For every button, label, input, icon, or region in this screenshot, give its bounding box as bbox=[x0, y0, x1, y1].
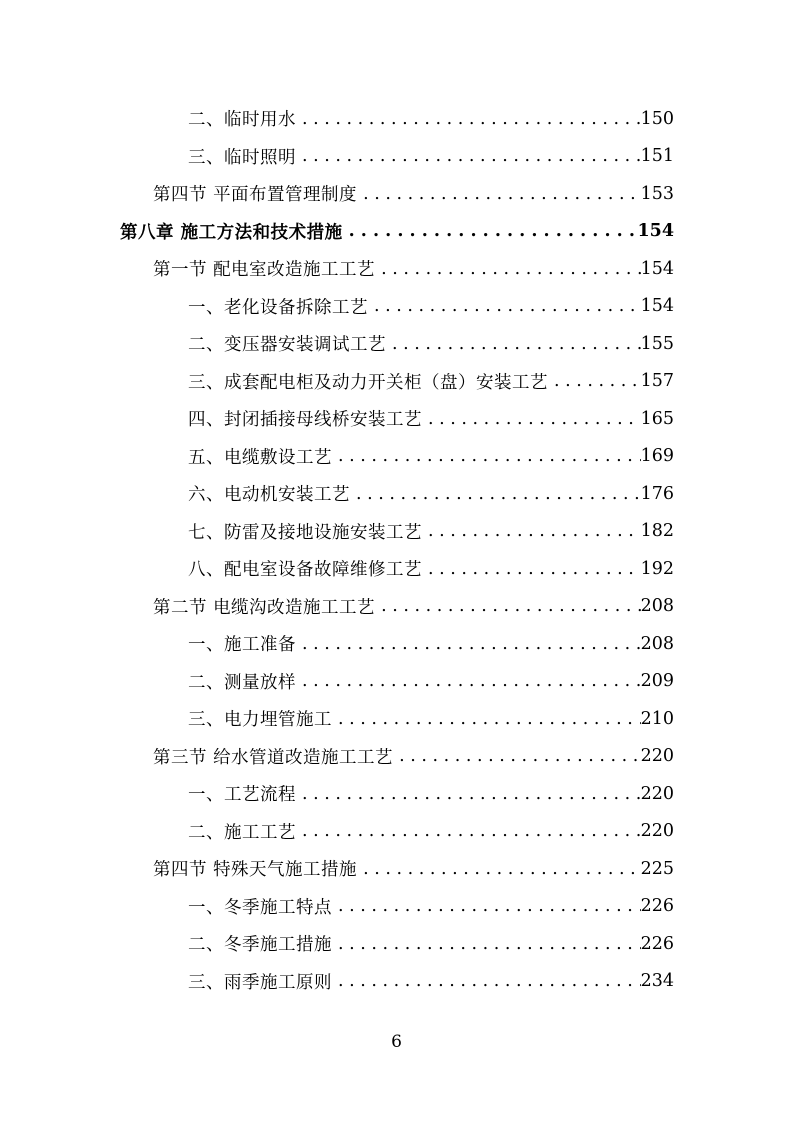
toc-entry-title: 一、施工准备 bbox=[188, 635, 296, 655]
toc-entry-title: 二、施工工艺 bbox=[188, 822, 296, 843]
toc-entry-page: 155 bbox=[640, 333, 674, 354]
toc-entry-title: 七、防雷及接地设施安装工艺 bbox=[188, 522, 422, 543]
toc-entry-title: 三、临时照明 bbox=[188, 147, 296, 168]
toc-entry[interactable] bbox=[153, 850, 674, 887]
toc-entry[interactable] bbox=[188, 325, 674, 362]
toc-entry-title: 第一节 配电室改造施工工艺 bbox=[153, 260, 376, 280]
toc-entry-page: 169 bbox=[640, 446, 674, 466]
toc-entry-page: 208 bbox=[640, 596, 674, 616]
toc-leader-dots bbox=[422, 409, 641, 429]
toc-leader-dots bbox=[296, 109, 641, 129]
toc-entry-title: 一、老化设备拆除工艺 bbox=[188, 297, 368, 318]
toc-entry-page: 153 bbox=[640, 183, 674, 204]
toc-entry-title: 第八章 施工方法和技术措施 bbox=[120, 222, 343, 243]
toc-entry[interactable] bbox=[188, 513, 674, 550]
toc-leader-dots bbox=[350, 484, 641, 504]
toc-leader-dots bbox=[296, 671, 641, 691]
toc-entry-title: 第三节 给水管道改造施工工艺 bbox=[153, 747, 394, 768]
toc-entry[interactable] bbox=[188, 288, 674, 325]
toc-entry-page: 182 bbox=[640, 521, 674, 541]
toc-leader-dots bbox=[332, 709, 641, 729]
toc-entry-page: 220 bbox=[640, 746, 674, 766]
toc-entry[interactable] bbox=[153, 250, 674, 287]
toc-entry-page: 154 bbox=[640, 296, 674, 316]
toc-entry[interactable] bbox=[188, 700, 674, 737]
toc-entry[interactable] bbox=[188, 138, 674, 175]
toc-leader-dots bbox=[296, 146, 641, 166]
toc-leader-dots bbox=[386, 334, 641, 354]
toc-entry-page: 157 bbox=[640, 371, 674, 391]
toc-entry-title: 一、冬季施工特点 bbox=[188, 897, 332, 918]
toc-entry-title: 一、工艺流程 bbox=[188, 785, 296, 805]
toc-leader-dots bbox=[422, 559, 641, 579]
toc-leader-dots bbox=[332, 971, 641, 991]
toc-entry-page: 220 bbox=[640, 783, 674, 804]
page-number: 6 bbox=[391, 1032, 402, 1052]
toc-leader-dots bbox=[296, 634, 641, 654]
toc-leader-dots bbox=[332, 934, 641, 954]
toc-entry[interactable] bbox=[188, 363, 674, 400]
toc-entry-page: 209 bbox=[640, 671, 674, 691]
toc-leader-dots bbox=[332, 446, 641, 466]
toc-entry-title: 二、变压器安装调试工艺 bbox=[188, 335, 386, 355]
toc-entry-title: 六、电动机安装工艺 bbox=[188, 485, 350, 505]
toc-entry-title: 二、冬季施工措施 bbox=[188, 935, 332, 955]
toc-leader-dots bbox=[332, 896, 641, 916]
toc-entry-page: 208 bbox=[640, 633, 674, 654]
toc-entry-page: 225 bbox=[640, 858, 674, 879]
toc-entry[interactable] bbox=[188, 663, 674, 700]
toc-entry[interactable] bbox=[188, 400, 674, 437]
toc-entry[interactable] bbox=[153, 738, 674, 775]
toc-leader-dots bbox=[393, 746, 641, 766]
toc-entry[interactable] bbox=[188, 888, 674, 925]
toc-entry-page: 150 bbox=[640, 108, 674, 129]
toc-entry-page: 154 bbox=[640, 258, 674, 279]
toc-entry[interactable] bbox=[188, 475, 674, 512]
toc-leader-dots bbox=[343, 221, 638, 241]
toc-entry-page: 234 bbox=[640, 971, 674, 991]
toc-entry[interactable] bbox=[153, 175, 674, 212]
toc-entry-page: 226 bbox=[640, 933, 674, 954]
toc-leader-dots bbox=[375, 596, 641, 616]
toc-entry-title: 三、雨季施工原则 bbox=[188, 972, 332, 993]
toc-entry[interactable] bbox=[188, 550, 674, 587]
toc-entry[interactable] bbox=[188, 813, 674, 850]
toc-entry-page: 192 bbox=[640, 558, 674, 579]
toc-entry-title: 二、测量放样 bbox=[188, 672, 296, 693]
toc-entry-page: 165 bbox=[640, 408, 674, 429]
toc-leader-dots bbox=[422, 521, 641, 541]
toc-entry-page: 226 bbox=[640, 896, 674, 916]
toc-entry-page: 210 bbox=[640, 708, 674, 729]
toc-entry-title: 五、电缆敷设工艺 bbox=[188, 447, 332, 468]
toc-entry-title: 三、成套配电柜及动力开关柜（盘）安装工艺 bbox=[188, 372, 548, 393]
toc-entry[interactable] bbox=[153, 588, 674, 625]
toc-entry[interactable] bbox=[188, 625, 674, 662]
toc-entry[interactable] bbox=[188, 963, 674, 1000]
toc-entry-title: 四、封闭插接母线桥安装工艺 bbox=[188, 410, 422, 430]
toc-entry-title: 二、临时用水 bbox=[188, 110, 296, 130]
toc-leader-dots bbox=[375, 259, 641, 279]
toc-entry-title: 第四节 平面布置管理制度 bbox=[153, 185, 358, 205]
toc-entry-page: 220 bbox=[640, 821, 674, 841]
toc-entry-title: 三、电力埋管施工 bbox=[188, 710, 332, 730]
toc-entry-page: 176 bbox=[640, 483, 674, 504]
toc-chapter-entry[interactable] bbox=[120, 213, 674, 250]
toc-leader-dots bbox=[357, 184, 641, 204]
toc-entry[interactable] bbox=[188, 775, 674, 812]
toc-entry[interactable] bbox=[188, 925, 674, 962]
toc-leader-dots bbox=[357, 859, 641, 879]
toc-leader-dots bbox=[548, 371, 641, 391]
toc-entry[interactable] bbox=[188, 438, 674, 475]
toc-entry[interactable] bbox=[188, 100, 674, 137]
toc-entry-title: 第二节 电缆沟改造施工工艺 bbox=[153, 597, 376, 618]
toc-entry-title: 第四节 特殊天气施工措施 bbox=[153, 860, 358, 880]
toc-leader-dots bbox=[296, 784, 641, 804]
toc-leader-dots bbox=[368, 296, 641, 316]
toc-leader-dots bbox=[296, 821, 641, 841]
toc-entry-page: 154 bbox=[637, 221, 674, 241]
toc-entry-title: 八、配电室设备故障维修工艺 bbox=[188, 560, 422, 580]
toc-entry-page: 151 bbox=[640, 146, 674, 166]
